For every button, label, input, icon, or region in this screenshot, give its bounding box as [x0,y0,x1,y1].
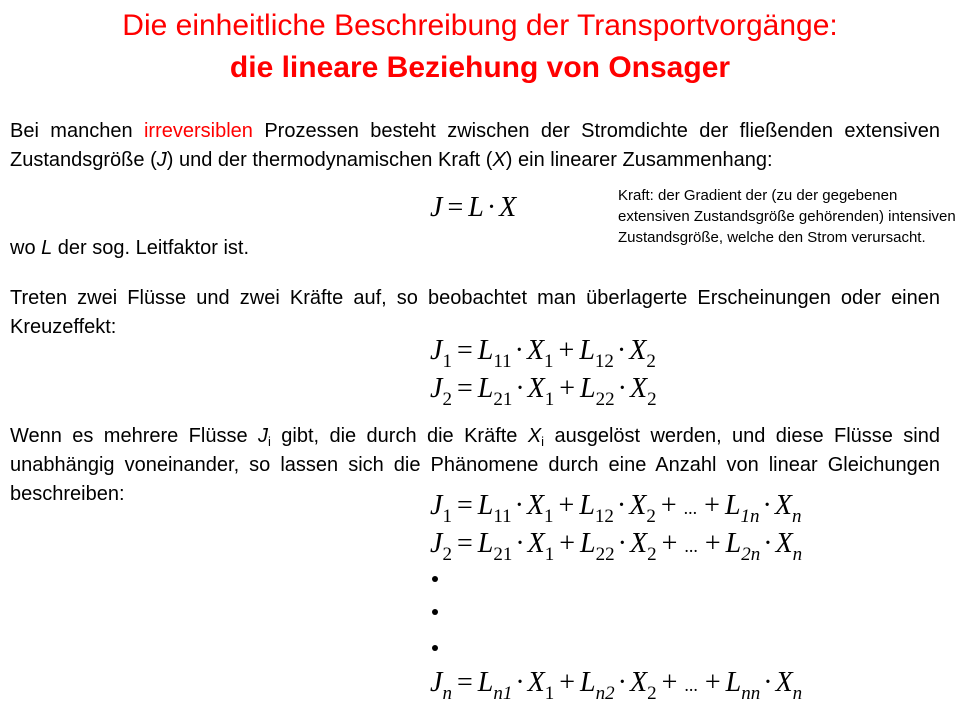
eq-subscript: 1 [544,351,554,372]
eq-symbol: L [579,335,595,366]
eq-subscript: 22 [595,544,615,565]
leitfaktor-paragraph [10,234,940,263]
eq-operator: · [514,490,524,521]
eq-operator: + [660,490,677,521]
equation-jn-n-forces [430,666,802,702]
eq-symbol: L [477,528,494,559]
eq-symbol: X [629,667,648,698]
eq-subscript: 12 [594,506,614,527]
text-run: Wenn es mehrere Flüsse [10,425,258,447]
equation-onsager-linear [430,191,516,225]
eq-subscript: n [792,544,803,565]
eq-symbol: L [580,373,596,404]
eq-symbol: L [725,667,742,698]
eq-subscript: 2n [741,544,761,565]
eq-operator: + [558,490,575,521]
highlight-irreversibel: irreversiblen [143,120,253,142]
eq-operator: + [704,528,721,559]
symbol-J: J [156,149,167,171]
eq-symbol: J [430,373,443,404]
eq-symbol: X [527,667,545,698]
text-run: gibt, die durch die Kräfte [270,425,528,447]
eq-symbol: X [629,335,647,366]
vertical-ellipsis-dot [432,576,438,582]
kreuzeffekt-paragraph: Treten zwei Flüsse und zwei Kräfte auf, so beobachtet man überlagerte Erscheinungen oder einen Kreuzeffekt: [10,287,940,338]
eq-symbol: L [580,667,596,698]
eq-symbol: L [579,490,595,521]
eq-operator: = [456,335,473,366]
text-run: Prozessen besteht zwischen der Stromdichte der fließenden extensiven Zustandsgröße ( [10,120,941,171]
eq-symbol: L [477,490,494,521]
eq-operator: · [514,335,524,366]
intro-paragraph [10,117,940,175]
eq-subscript: 2 [647,389,657,410]
eq-symbol: L [725,528,742,559]
symbol-J: J [257,425,268,447]
eq-symbol: X [775,528,793,559]
eq-operator: · [617,667,627,698]
eq-symbol: X [499,192,517,223]
slide-title: Die einheitliche Beschreibung der Transportvorgänge: [122,9,838,42]
eq-symbol: J [430,335,443,366]
text-run: wo [10,237,42,259]
subscript-i: i [541,434,545,449]
symbol-L: L [41,237,53,259]
eq-operator: + [559,373,576,404]
eq-symbol: J [430,528,443,559]
text-run: ) ein linearer Zusammenhang: [505,149,773,171]
eq-ellipsis: ... [683,498,698,518]
eq-operator: · [486,192,497,223]
eq-symbol: L [724,490,741,521]
equation-j2-two-forces [430,372,657,410]
eq-operator: = [447,192,464,223]
eq-symbol: X [629,528,648,559]
eq-subscript: 2 [647,683,657,704]
eq-operator: = [456,490,473,521]
eq-symbol: J [430,490,443,521]
eq-symbol: J [430,192,443,223]
eq-symbol: X [629,373,648,404]
eq-symbol: X [526,335,545,366]
eq-symbol: X [774,490,792,521]
eq-operator: · [617,373,627,404]
eq-subscript: 1 [544,389,555,410]
eq-subscript: 1 [544,506,554,527]
equation-j1-n-forces [430,489,801,525]
symbol-X: X [527,425,542,447]
eq-subscript: 12 [594,351,614,372]
eq-subscript: n [792,683,803,704]
eq-operator: + [704,667,721,698]
vertical-ellipsis-dot [432,609,438,615]
eq-operator: · [617,528,627,559]
eq-subscript: n1 [493,683,513,704]
eq-operator: + [661,528,678,559]
eq-subscript: 1 [544,683,555,704]
eq-operator: · [515,373,525,404]
kraft-definition-note: Kraft: der Gradient der (zu der gegebenen extensiven Zustandsgröße gehörenden) intensiven Zustandsgröße, welche den Strom verursacht. [618,187,956,246]
eq-operator: · [763,667,773,698]
text-run: Bei manchen [10,120,144,142]
eq-symbol: L [580,528,596,559]
eq-operator: + [559,528,576,559]
eq-operator: · [616,490,627,521]
eq-subscript: 1 [442,506,452,527]
eq-operator: + [661,667,678,698]
eq-subscript: 2 [646,351,656,372]
eq-operator: + [559,667,576,698]
eq-subscript: 22 [595,389,615,410]
eq-operator: · [763,528,773,559]
eq-symbol: X [526,490,545,521]
eq-subscript: n [791,506,802,527]
eq-operator: + [704,490,720,521]
eq-symbol: X [775,667,793,698]
subscript-i: i [267,434,271,449]
eq-operator: · [515,667,525,698]
eq-operator: = [456,667,473,698]
eq-ellipsis: ... [684,536,698,556]
eq-subscript: 2 [646,506,656,527]
eq-subscript: 2 [442,544,452,565]
eq-subscript: 1n [740,506,760,527]
eq-operator: = [456,528,473,559]
text-run: der sog. Leitfaktor ist. [52,237,250,259]
eq-subscript: 21 [493,389,513,410]
equation-j1-two-forces [430,334,656,372]
text-run: ausgelöst werden, und diese Flüsse sind unabhängig voneinander, so lassen sich die Phänomene durch eine Anzahl von linear Gleichungen beschreiben: [10,425,940,505]
eq-symbol: J [430,667,443,698]
eq-operator: · [515,528,525,559]
equation-j2-n-forces [430,527,802,563]
eq-ellipsis: ... [684,675,698,695]
eq-subscript: 2 [442,389,452,410]
eq-operator: · [762,490,772,521]
eq-subscript: 1 [544,544,555,565]
eq-subscript: 2 [647,544,657,565]
eq-symbol: X [527,373,545,404]
text-run: ) und der thermodynamischen Kraft ( [166,149,493,171]
symbol-X: X [492,149,506,171]
eq-symbol: L [477,335,494,366]
eq-subscript: 1 [442,351,452,372]
eq-subscript: 21 [493,544,513,565]
eq-operator: + [558,335,575,366]
eq-operator: = [456,373,473,404]
eq-symbol: L [468,192,484,223]
eq-subscript: n [442,683,452,704]
eq-symbol: X [527,528,545,559]
eq-symbol: L [477,667,494,698]
eq-symbol: X [629,490,647,521]
eq-subscript: nn [741,683,761,704]
eq-subscript: 11 [493,351,512,372]
eq-subscript: n2 [595,683,615,704]
eq-symbol: L [477,373,494,404]
eq-operator: · [616,335,627,366]
slide-subtitle: die lineare Beziehung von Onsager [229,51,731,84]
eq-subscript: 11 [493,506,512,527]
vertical-ellipsis-dot [432,645,438,651]
